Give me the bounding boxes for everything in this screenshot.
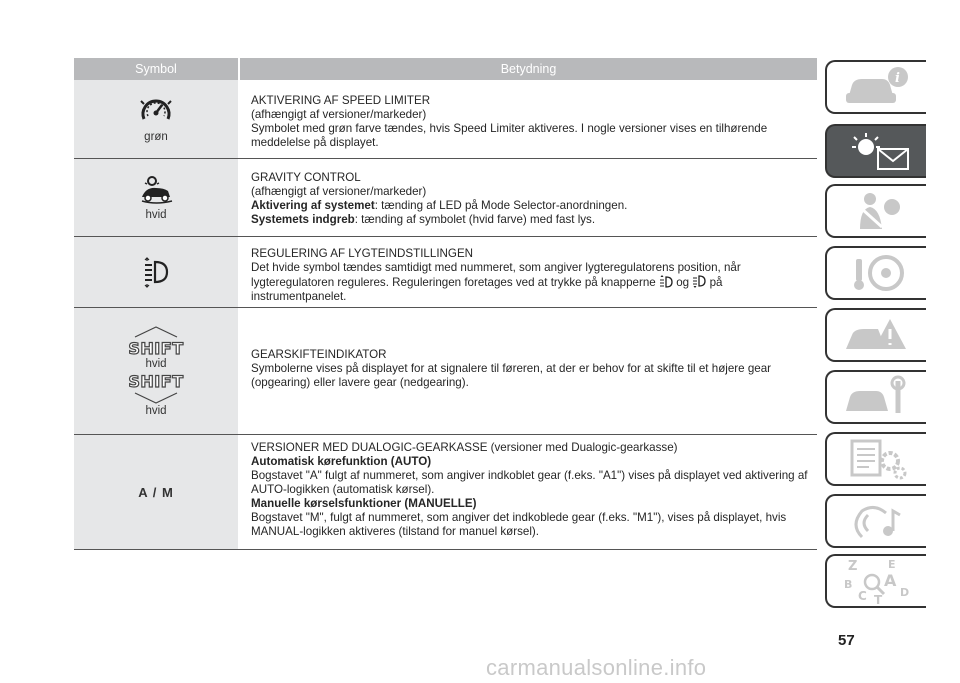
symbol-label: hvid (145, 358, 167, 370)
row-text (251, 275, 813, 290)
table-row (74, 159, 817, 237)
specs-gears-icon (842, 437, 912, 481)
symbol-cell (74, 237, 238, 307)
row-text: Bogstavet "M", fulgt af nummeret, som angiver det indkoblede gear (f.eks. "M1"), vises på displayet, hvis (251, 511, 787, 524)
tab-maintenance[interactable] (825, 370, 926, 424)
headlight-up-button-icon (659, 275, 673, 288)
index-letter: B (843, 578, 852, 591)
row-text-part: lygteregulatoren reguleres. Reguleringen foretages ved at trykke på knapperne (251, 276, 656, 289)
row-text (251, 199, 813, 213)
tab-index[interactable] (825, 554, 926, 608)
meaning-cell (238, 159, 817, 236)
headlight-down-button-icon (692, 275, 706, 288)
car-info-icon (842, 65, 912, 109)
index-letter: C (857, 589, 867, 603)
tab-car-info[interactable] (825, 60, 926, 114)
row-bold: Aktivering af systemet (251, 199, 375, 212)
row-subtitle: (afhængigt af versioner/markeder) (251, 185, 427, 198)
tab-emergency[interactable] (825, 308, 926, 362)
row-text: Symbolerne vises på displayet for at signalere til føreren, at der er behov for at skifte til et højere gear (251, 362, 772, 375)
tab-technical-data[interactable] (825, 432, 926, 486)
header-symbol: Symbol (135, 62, 177, 76)
alphabet-index-icon (840, 556, 914, 606)
row-text (251, 497, 813, 511)
tab-starting-driving[interactable] (825, 246, 926, 300)
page-number: 57 (838, 632, 855, 649)
row-text: Symbolet med grøn farve tændes, hvis Speed Limiter aktiveres. I nogle versioner vises en tilhørende (251, 122, 768, 135)
shift-up-text: SHIFT (128, 339, 184, 358)
row-bold: Systemets indgreb (251, 213, 355, 226)
symbol-cell (74, 435, 238, 549)
gravity-control-icon (136, 175, 176, 205)
shift-down-arrow-icon (133, 391, 179, 405)
symbol-label: grøn (144, 131, 168, 143)
index-letter: E (887, 558, 896, 571)
row-text-part: og (676, 276, 690, 289)
row-text: meddelelse på displayet. (251, 136, 379, 149)
row-title: GEARSKIFTEINDIKATOR (251, 348, 387, 361)
watermark: carmanualsonline.info (486, 655, 707, 680)
headlight-levelling-icon (141, 256, 171, 288)
speed-limiter-icon (138, 95, 174, 125)
meaning-cell (238, 435, 817, 549)
symbol-cell (74, 308, 238, 434)
table-row (74, 80, 817, 159)
index-letter: A (883, 571, 896, 590)
symbol-label: hvid (145, 208, 167, 221)
meaning-cell (238, 80, 817, 158)
table-header (74, 58, 817, 80)
svg-text:i: i (894, 71, 900, 86)
row-text-part: : tænding af symbolet (hvid farve) med fast lys. (354, 213, 596, 226)
row-text: Det hvide symbol tændes samtidigt med nummeret, som angiver lygteregulatorens position, når (251, 261, 741, 274)
row-text (251, 455, 813, 469)
tab-safety[interactable] (825, 184, 926, 238)
row-text: MANUAL-logikken aktiveres (tilstand for manuel kørsel). (251, 525, 540, 538)
table-row (74, 435, 817, 550)
row-text: instrumentpanelet. (251, 290, 347, 303)
shift-down-text: SHIFT (128, 372, 184, 391)
meaning-cell (238, 308, 817, 434)
header-meaning: Betydning (238, 58, 817, 80)
row-title: VERSIONER MED DUALOGIC-GEARKASSE (versioner med Dualogic-gearkasse) (251, 441, 678, 454)
shift-up-arrow-icon (133, 325, 179, 339)
table-row (74, 237, 817, 308)
row-subtitle: (afhængigt af versioner/markeder) (251, 108, 427, 121)
row-text: Bogstavet "A" fulgt af nummeret, som angiver indkoblet gear (f.eks. "A1") vises på displayet ved aktivering af (251, 469, 808, 482)
index-letter: T (873, 593, 882, 606)
symbol-table (74, 58, 817, 550)
tab-warning-lights[interactable] (825, 124, 926, 178)
car-warning-triangle-icon (842, 313, 912, 357)
row-text-part: på (709, 276, 723, 289)
row-bold: Manuelle kørselsfunktioner (MANUELLE) (251, 497, 477, 510)
row-title: REGULERING AF LYGTEINDSTILLINGEN (251, 247, 474, 260)
symbol-label: hvid (145, 405, 167, 417)
row-text: AUTO-logikken (automatisk kørsel). (251, 483, 435, 496)
row-title: GRAVITY CONTROL (251, 171, 361, 184)
warning-light-envelope-icon (842, 129, 912, 173)
symbol-cell (74, 80, 238, 158)
auto-manual-symbol: A / M (138, 484, 174, 500)
steering-wheel-key-icon (842, 251, 912, 295)
index-letter: Z (847, 559, 857, 574)
multimedia-icon (842, 499, 912, 543)
row-bold: Automatisk kørefunktion (AUTO) (251, 455, 432, 468)
symbol-cell (74, 159, 238, 236)
car-wrench-icon (842, 375, 912, 419)
row-title: AKTIVERING AF SPEED LIMITER (251, 94, 431, 107)
table-row (74, 308, 817, 435)
row-text (251, 213, 813, 227)
index-letter: D (899, 586, 909, 599)
row-text-part: : tænding af LED på Mode Selector-anordningen. (374, 199, 628, 212)
meaning-cell (238, 237, 817, 307)
row-text: (opgearing) eller lavere gear (nedgearing). (251, 376, 469, 389)
seatbelt-airbag-icon (842, 189, 912, 233)
tab-multimedia[interactable] (825, 494, 926, 548)
